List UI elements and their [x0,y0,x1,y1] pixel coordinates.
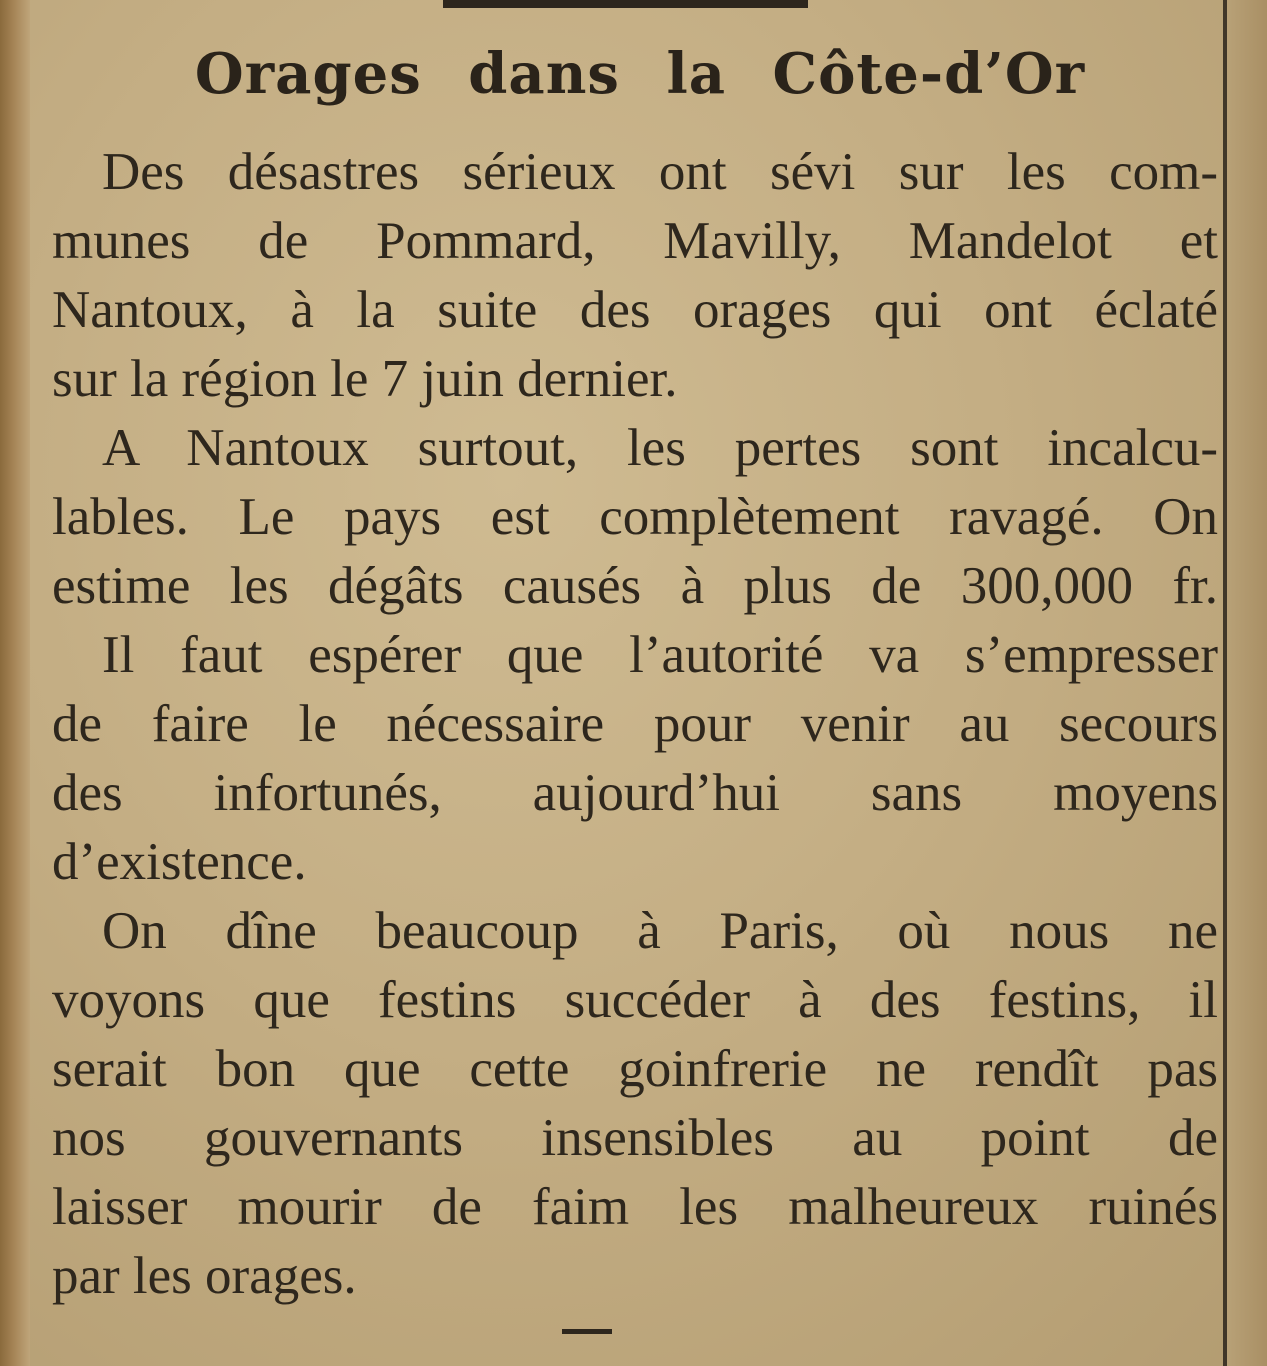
paragraph-2-line-2: lables. Le pays est complètement ravagé. On [52,488,1218,546]
paragraph-4-line-3: serait bon que cette goinfrerie ne rendît pas [52,1040,1218,1098]
paragraph-4-line-2: voyons que festins succéder à des festins, il [52,971,1218,1029]
paragraph-2-line-3: estime les dégâts causés à plus de 300,000 fr. [52,557,1218,615]
paragraph-1-line-4: sur la région le 7 juin dernier. [52,350,678,408]
article-headline: Orages dans la Côte-d’Or [194,41,1086,107]
paragraph-1-line-1: Des désastres sérieux ont sévi sur les com- [102,143,1218,201]
bottom-separator-dash [562,1329,612,1334]
paragraph-3-line-3: des infortunés, aujourd’hui sans moyens [52,764,1218,822]
paragraph-4-line-1: On dîne beaucoup à Paris, où nous ne [102,902,1218,960]
paragraph-4-line-6: par les orages. [52,1247,357,1305]
right-margin [1227,0,1267,1366]
paragraph-4-line-4: nos gouvernants insensibles au point de [52,1109,1218,1167]
paragraph-3-line-2: de faire le nécessaire pour venir au secours [52,695,1218,753]
left-page-edge [0,0,30,1366]
paragraph-4-line-5: laisser mourir de faim les malheureux ruinés [52,1178,1218,1236]
paragraph-3-line-4: d’existence. [52,833,307,891]
paragraph-1-line-2: munes de Pommard, Mavilly, Mandelot et [52,212,1218,270]
column-rule [1223,0,1227,1366]
paragraph-2-line-1: A Nantoux surtout, les pertes sont incalcu- [102,419,1218,477]
paragraph-1-line-3: Nantoux, à la suite des orages qui ont éclaté [52,281,1218,339]
top-separator-rule [443,0,808,8]
article-body [52,138,1218,1311]
paragraph-3-line-1: Il faut espérer que l’autorité va s’empresser [102,626,1218,684]
